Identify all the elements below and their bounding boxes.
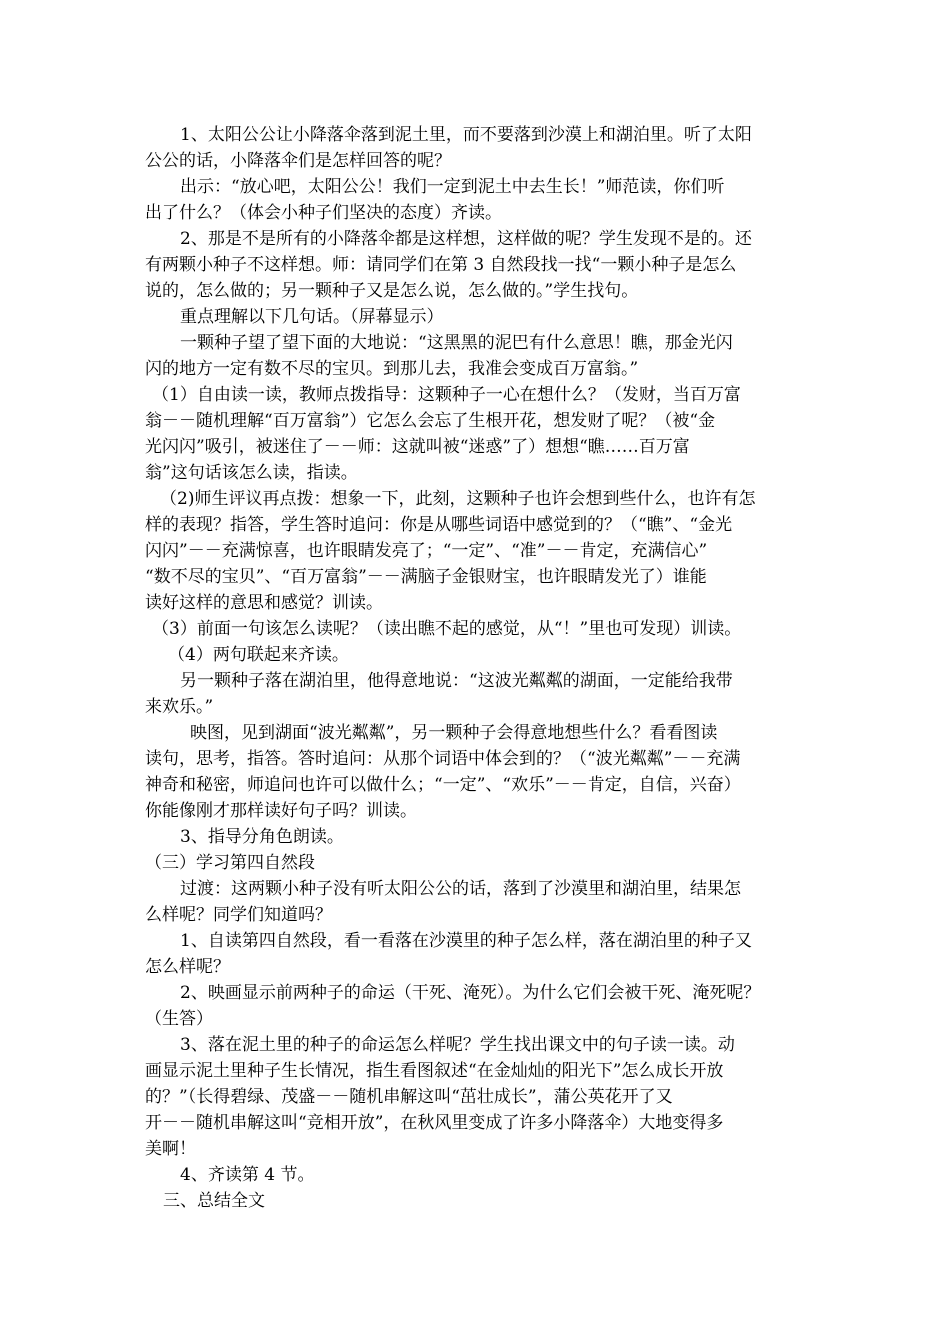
paragraph-line: （3）前面一句该怎么读呢？（读出瞧不起的感觉，从“！”里也可发现）训读。 (152, 619, 742, 639)
paragraph-line: 翁”这句话该怎么读，指读。 (145, 463, 358, 483)
paragraph-line: 美啊！ (145, 1139, 196, 1159)
paragraph-line: （2)师生评议再点拨：想象一下，此刻，这颗种子也许会想到些什么，也许有怎 (160, 489, 756, 509)
paragraph-line: 开－－随机串解这叫“竞相开放”，在秋风里变成了许多小降落伞）大地变得多 (145, 1113, 724, 1133)
paragraph-line: 2、那是不是所有的小降落伞都是这样想，这样做的呢？学生发现不是的。还 (180, 229, 752, 249)
paragraph-line: 另一颗种子落在湖泊里，他得意地说：“这波光粼粼的湖面，一定能给我带 (180, 671, 733, 691)
paragraph-line: 画显示泥土里种子生长情况，指生看图叙述“在金灿灿的阳光下”怎么成长开放 (145, 1061, 724, 1081)
paragraph-line: 映图，见到湖面“波光粼粼”，另一颗种子会得意地想些什么？看看图读 (190, 723, 718, 743)
paragraph-line: 光闪闪”吸引，被迷住了－－师：这就叫被“迷惑”了）想想“瞧……百万富 (145, 437, 690, 457)
paragraph-line: 3、指导分角色朗读。 (180, 827, 344, 847)
paragraph-line: 说的，怎么做的；另一颗种子又是怎么说，怎么做的。”学生找句。 (145, 281, 639, 301)
paragraph-line: （生答） (145, 1009, 213, 1029)
paragraph-line: 怎么样呢？ (145, 957, 230, 977)
paragraph-line: 3、落在泥土里的种子的命运怎么样呢？学生找出课文中的句子读一读。动 (180, 1035, 735, 1055)
paragraph-line: 有两颗小种子不这样想。师：请同学们在第 3 自然段找一找“一颗小种子是怎么 (145, 255, 737, 275)
paragraph-line: 闪的地方一定有数不尽的宝贝。到那儿去，我准会变成百万富翁。” (145, 359, 639, 379)
paragraph-line: 的？”（长得碧绿、茂盛－－随机串解这叫“茁壮成长”，蒲公英花开了又 (145, 1087, 673, 1107)
paragraph-line: 你能像刚才那样读好句子吗？训读。 (145, 801, 417, 821)
paragraph-line: 来欢乐。” (145, 697, 214, 717)
paragraph-line: 过渡：这两颗小种子没有听太阳公公的话，落到了沙漠里和湖泊里，结果怎 (180, 879, 741, 899)
paragraph-line: 神奇和秘密，师追问也许可以做什么；“一定”、“欢乐”－－肯定，自信，兴奋） (145, 775, 741, 795)
section-heading: 三、总结全文 (163, 1191, 265, 1211)
paragraph-line: 出了什么？（体会小种子们坚决的态度）齐读。 (145, 203, 502, 223)
section-heading: （三）学习第四自然段 (145, 853, 315, 873)
paragraph-line: （1）自由读一读，教师点拨指导：这颗种子一心在想什么？（发财，当百万富 (152, 385, 741, 405)
paragraph-line: 读好这样的意思和感觉？训读。 (145, 593, 383, 613)
paragraph-line: 一颗种子望了望下面的大地说：“这黑黑的泥巴有什么意思！瞧，那金光闪 (180, 333, 733, 353)
paragraph-line: 重点理解以下几句话。（屏幕显示） (180, 307, 444, 327)
paragraph-line: 翁－－随机理解“百万富翁”）它怎么会忘了生根开花，想发财了呢？（被“金 (145, 411, 716, 431)
paragraph-line: 1、太阳公公让小降落伞落到泥土里，而不要落到沙漠上和湖泊里。听了太阳 (180, 125, 752, 145)
paragraph-line: “数不尽的宝贝”、“百万富翁”－－满脑子金银财宝，也许眼睛发光了）谁能 (145, 567, 707, 587)
paragraph-line: 闪闪”－－充满惊喜，也许眼睛发亮了；“一定”、“准”－－肯定，充满信心” (145, 541, 708, 561)
paragraph-line: 公公的话，小降落伞们是怎样回答的呢？ (145, 151, 451, 171)
paragraph-line: 么样呢？同学们知道吗？ (145, 905, 332, 925)
paragraph-line: 4、齐读第 4 节。 (180, 1165, 315, 1185)
paragraph-line: 1、自读第四自然段，看一看落在沙漠里的种子怎么样，落在湖泊里的种子又 (180, 931, 752, 951)
paragraph-line: （4）两句联起来齐读。 (168, 645, 349, 665)
paragraph-line: 样的表现？指答，学生答时追问：你是从哪些词语中感觉到的？（“瞧”、“金光 (145, 515, 733, 535)
paragraph-line: 出示：“放心吧，太阳公公！我们一定到泥土中去生长！”师范读，你们听 (180, 177, 725, 197)
paragraph-line: 2、映画显示前两种子的命运（干死、淹死）。为什么它们会被干死、淹死呢？ (180, 983, 761, 1003)
paragraph-line: 读句，思考，指答。答时追问：从那个词语中体会到的？（“波光粼粼”－－充满 (145, 749, 741, 769)
